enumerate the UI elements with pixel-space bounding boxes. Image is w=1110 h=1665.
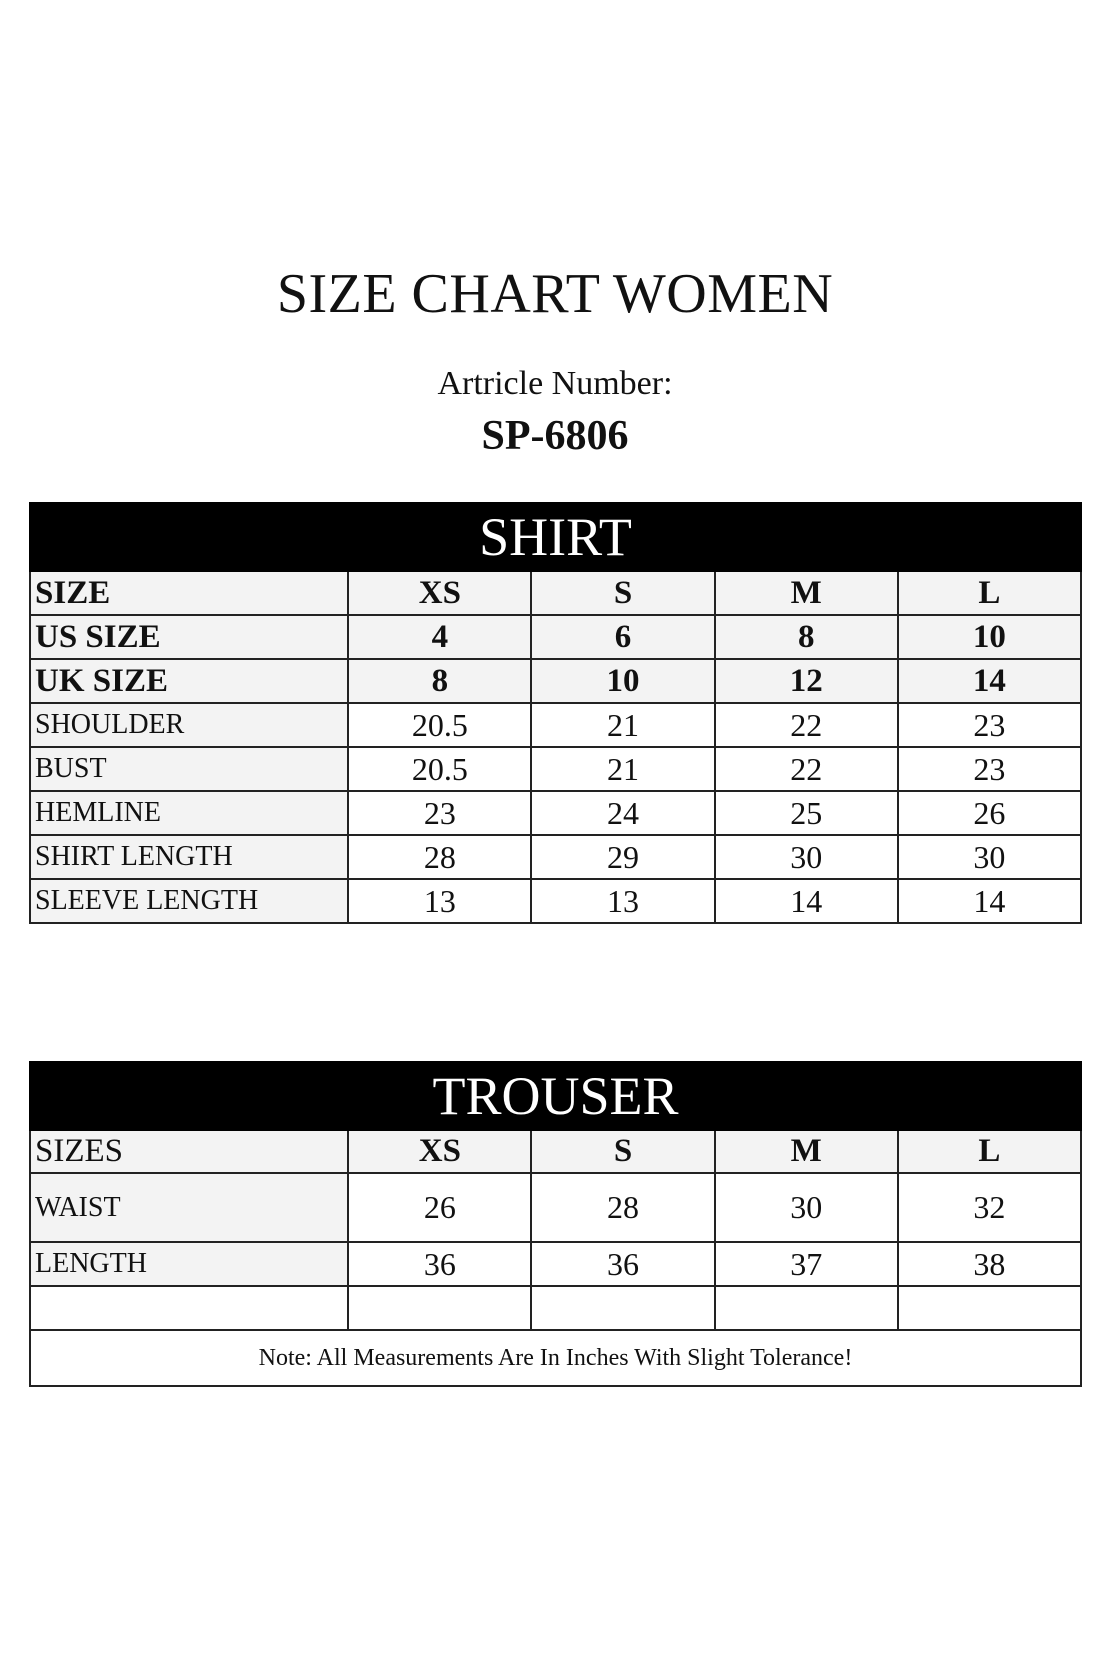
shirt-cell-xs: 20.5 — [348, 703, 531, 747]
shirt-cell-m: 22 — [715, 747, 898, 791]
shirt-cell-s: 24 — [531, 791, 714, 835]
shirt-cell-s: 6 — [531, 615, 714, 659]
shirt-row-label: US SIZE — [30, 615, 348, 659]
shirt-row-label: SLEEVE LENGTH — [30, 879, 348, 923]
trouser-cell: 36 — [348, 1242, 531, 1286]
shirt-cell-l: 26 — [898, 791, 1081, 835]
shirt-cell-m: M — [715, 571, 898, 615]
shirt-cell-m: 14 — [715, 879, 898, 923]
shirt-cell-m: 22 — [715, 703, 898, 747]
shirt-cell-s: 10 — [531, 659, 714, 703]
shirt-row — [30, 879, 1081, 923]
empty-cell — [348, 1286, 531, 1330]
shirt-row-label: HEMLINE — [30, 791, 348, 835]
shirt-row — [30, 615, 1081, 659]
article-number: SP-6806 — [481, 413, 629, 459]
shirt-row-label: SHIRT LENGTH — [30, 835, 348, 879]
trouser-section-title: TROUSER — [30, 1062, 1081, 1130]
shirt-cell-m: 12 — [715, 659, 898, 703]
shirt-rows — [30, 571, 1081, 923]
shirt-row — [30, 791, 1081, 835]
shirt-row — [30, 571, 1081, 615]
shirt-cell-s: 29 — [531, 835, 714, 879]
shirt-cell-s: 21 — [531, 703, 714, 747]
trouser-cell: 36 — [531, 1242, 714, 1286]
empty-cell — [898, 1286, 1081, 1330]
trouser-cell: 30 — [715, 1173, 898, 1242]
shirt-cell-s: 21 — [531, 747, 714, 791]
shirt-cell-m: 30 — [715, 835, 898, 879]
shirt-row — [30, 703, 1081, 747]
trouser-row-waist — [30, 1173, 1081, 1242]
shirt-cell-l: 14 — [898, 879, 1081, 923]
trouser-col-m: M — [715, 1130, 898, 1173]
trouser-cell: 38 — [898, 1242, 1081, 1286]
shirt-section-title: SHIRT — [30, 503, 1081, 571]
shirt-row-label: SHOULDER — [30, 703, 348, 747]
shirt-cell-l: 14 — [898, 659, 1081, 703]
measurement-note: Note: All Measurements Are In Inches With Slight Tolerance! — [30, 1330, 1081, 1386]
page-title: SIZE CHART WOMEN — [276, 263, 834, 325]
shirt-cell-xs: XS — [348, 571, 531, 615]
shirt-cell-l: 23 — [898, 703, 1081, 747]
trouser-title-row — [30, 1062, 1081, 1130]
shirt-cell-s: 13 — [531, 879, 714, 923]
shirt-cell-xs: 28 — [348, 835, 531, 879]
shirt-row-label: SIZE — [30, 571, 348, 615]
article-label: Artricle Number: — [437, 365, 673, 402]
shirt-cell-xs: 13 — [348, 879, 531, 923]
empty-cell — [715, 1286, 898, 1330]
shirt-cell-xs: 8 — [348, 659, 531, 703]
trouser-note-row — [30, 1330, 1081, 1386]
shirt-size-table — [29, 502, 1082, 924]
shirt-row — [30, 747, 1081, 791]
trouser-cell: 32 — [898, 1173, 1081, 1242]
shirt-cell-xs: 4 — [348, 615, 531, 659]
trouser-row-label: LENGTH — [30, 1242, 348, 1286]
shirt-cell-m: 8 — [715, 615, 898, 659]
shirt-cell-l: 30 — [898, 835, 1081, 879]
shirt-cell-l: L — [898, 571, 1081, 615]
empty-cell — [30, 1286, 348, 1330]
trouser-col-s: S — [531, 1130, 714, 1173]
shirt-row-label: BUST — [30, 747, 348, 791]
trouser-size-table — [29, 1061, 1082, 1387]
shirt-row — [30, 659, 1081, 703]
shirt-cell-s: S — [531, 571, 714, 615]
shirt-cell-xs: 23 — [348, 791, 531, 835]
shirt-cell-l: 23 — [898, 747, 1081, 791]
trouser-header-label: SIZES — [30, 1130, 348, 1173]
trouser-cell: 37 — [715, 1242, 898, 1286]
shirt-row — [30, 835, 1081, 879]
trouser-col-l: L — [898, 1130, 1081, 1173]
trouser-cell: 28 — [531, 1173, 714, 1242]
trouser-col-xs: XS — [348, 1130, 531, 1173]
shirt-cell-l: 10 — [898, 615, 1081, 659]
shirt-title-row — [30, 503, 1081, 571]
trouser-row-length — [30, 1242, 1081, 1286]
shirt-cell-xs: 20.5 — [348, 747, 531, 791]
trouser-empty-row — [30, 1286, 1081, 1330]
empty-cell — [531, 1286, 714, 1330]
trouser-cell: 26 — [348, 1173, 531, 1242]
trouser-row-label: WAIST — [30, 1173, 348, 1242]
shirt-cell-m: 25 — [715, 791, 898, 835]
shirt-row-label: UK SIZE — [30, 659, 348, 703]
trouser-header-row — [30, 1130, 1081, 1173]
